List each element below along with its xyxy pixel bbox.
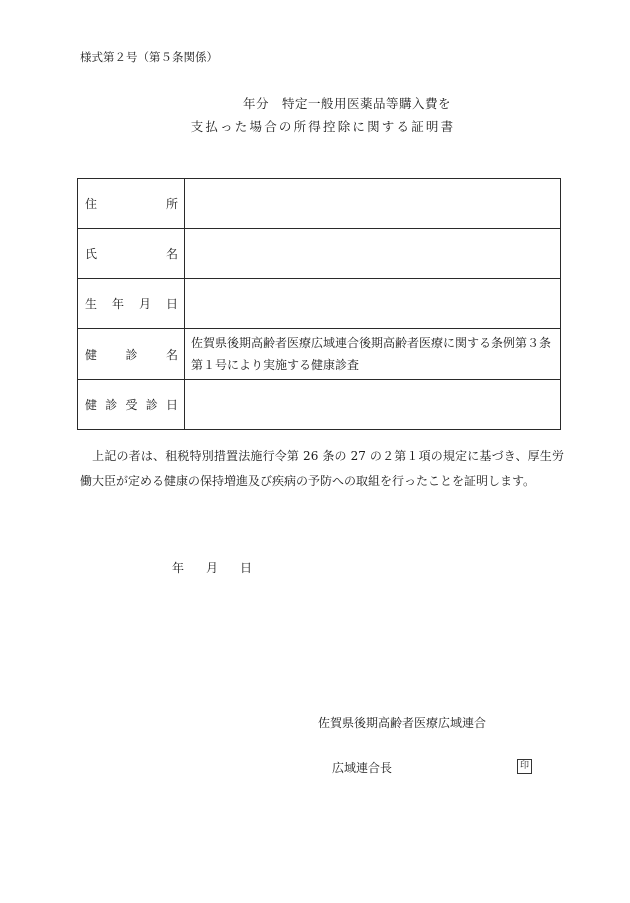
checkup-name-label bbox=[85, 346, 178, 363]
label-char: 診 bbox=[105, 398, 118, 412]
label-char: 住 bbox=[85, 197, 98, 211]
seal-stamp-box: 印 bbox=[517, 759, 532, 774]
document-title-line-1: 年分 特定一般用医薬品等購入費を bbox=[242, 96, 451, 111]
birthdate-value bbox=[185, 279, 561, 329]
certificate-table bbox=[77, 178, 561, 430]
birthdate-label-cell bbox=[78, 279, 185, 329]
label-char: 健 bbox=[85, 398, 98, 412]
date-line bbox=[172, 559, 252, 576]
checkup-date-value bbox=[185, 380, 561, 430]
table-row-birthdate bbox=[78, 279, 561, 329]
label-char: 所 bbox=[165, 197, 178, 211]
address-label bbox=[85, 195, 178, 212]
date-year: 年 bbox=[172, 561, 185, 575]
statement-indent bbox=[80, 449, 92, 463]
name-label bbox=[85, 245, 178, 262]
address-value bbox=[185, 179, 561, 229]
form-number: 様式第２号（第５条関係） bbox=[80, 50, 218, 64]
address-label-cell bbox=[78, 179, 185, 229]
label-char: 氏 bbox=[85, 247, 98, 261]
checkup-name-label-cell bbox=[78, 329, 185, 380]
label-char: 健 bbox=[85, 347, 98, 362]
certification-statement bbox=[80, 444, 564, 494]
table-row-address bbox=[78, 179, 561, 229]
statement-text: 上記の者は、租税特別措置法施行令第 26 条の 27 の２第１項の規定に基づき、厚生労働大臣が定める健康の保持増進及び疾病の予防への取組を行ったことを証明します。 bbox=[80, 449, 564, 488]
label-char: 診 bbox=[125, 347, 138, 362]
label-char: 受 bbox=[125, 398, 138, 412]
date-day: 日 bbox=[240, 561, 253, 575]
table-row-checkup-date bbox=[78, 380, 561, 430]
label-char: 年 bbox=[111, 297, 124, 311]
checkup-date-label-cell bbox=[78, 380, 185, 430]
date-month: 月 bbox=[206, 561, 219, 575]
birthdate-label bbox=[85, 295, 178, 312]
label-char: 生 bbox=[85, 297, 98, 311]
label-char: 名 bbox=[165, 247, 178, 261]
name-label-cell bbox=[78, 229, 185, 279]
table-row-name bbox=[78, 229, 561, 279]
table-row-checkup-name bbox=[78, 329, 561, 380]
name-value bbox=[185, 229, 561, 279]
issuer-title: 広域連合長 bbox=[332, 761, 393, 775]
label-char: 月 bbox=[138, 297, 151, 311]
checkup-date-label bbox=[85, 396, 178, 413]
label-char: 日 bbox=[165, 297, 178, 311]
document-title-line-2: 支払った場合の所得控除に関する証明書 bbox=[190, 119, 456, 134]
label-char: 名 bbox=[165, 347, 178, 362]
issuer-organization: 佐賀県後期高齢者医療広域連合 bbox=[318, 716, 487, 730]
checkup-name-value: 佐賀県後期高齢者医療広域連合後期高齢者医療に関する条例第３条第１号により実施する健康診査 bbox=[185, 329, 561, 380]
label-char: 診 bbox=[145, 398, 158, 412]
label-char: 日 bbox=[165, 398, 178, 412]
